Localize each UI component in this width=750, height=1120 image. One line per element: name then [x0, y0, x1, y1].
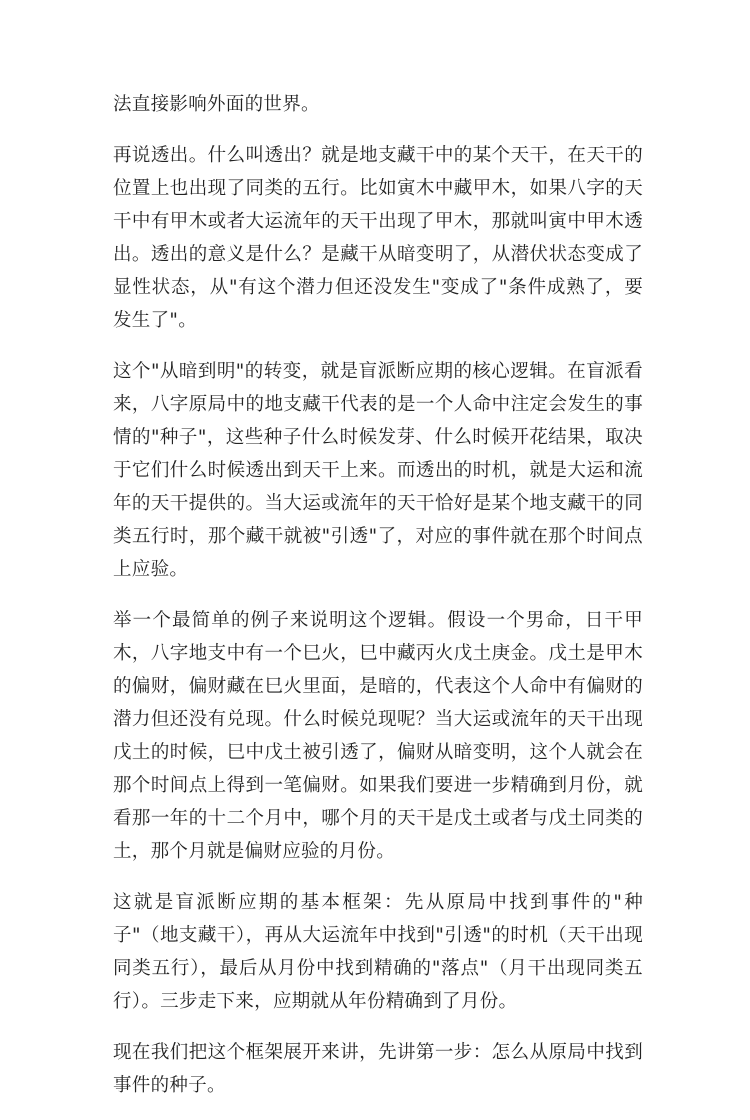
paragraph-3: 这个"从暗到明"的转变，就是盲派断应期的核心逻辑。在盲派看来，八字原局中的地支藏干代表的是一个人命中注定会发生的事情的"种子"，这些种子什么时候发芽、什么时候开花结果，取决于它们什么时候透出到天干上来。而透出的时机，就是大运和流年的天干提供的。当大运或流年的天干恰好是某个地支藏干的同类五行时，那个藏干就被"引透"了，对应的事件就在那个时间点上应验。	[113, 361, 643, 580]
document-body	[113, 88, 643, 1120]
paragraph-6: 现在我们把这个框架展开来讲，先讲第一步：怎么从原局中找到事件的种子。	[113, 1042, 643, 1096]
paragraph-1: 法直接影响外面的世界。	[113, 94, 320, 115]
paragraph-5: 这就是盲派断应期的基本框架：先从原局中找到事件的"种子"（地支藏干），再从大运流年中找到"引透"的时机（天干出现同类五行），最后从月份中找到精确的"落点"（月干出现同类五行）。三步走下来，应期就从年份精确到了月份。	[113, 892, 643, 1012]
paragraph-2: 再说透出。什么叫透出？就是地支藏干中的某个天干，在天干的位置上也出现了同类的五行。比如寅木中藏甲木，如果八字的天干中有甲木或者大运流年的天干出现了甲木，那就叫寅中甲木透出。透出的意义是什么？是藏干从暗变明了，从潜伏状态变成了显性状态，从"有这个潜力但还没发生"变成了"条件成熟了，要发生了"。	[113, 145, 643, 331]
paragraph-4: 举一个最简单的例子来说明这个逻辑。假设一个男命，日干甲木，八字地支中有一个巳火，巳中藏丙火戊土庚金。戊土是甲木的偏财，偏财藏在巳火里面，是暗的，代表这个人命中有偏财的潜力但还没有兑现。什么时候兑现呢？当大运或流年的天干出现戊土的时候，巳中戊土被引透了，偏财从暗变明，这个人就会在那个时间点上得到一笔偏财。如果我们要进一步精确到月份，就看那一年的十二个月中，哪个月的天干是戊土或者与戊土同类的土，那个月就是偏财应验的月份。	[113, 610, 643, 862]
